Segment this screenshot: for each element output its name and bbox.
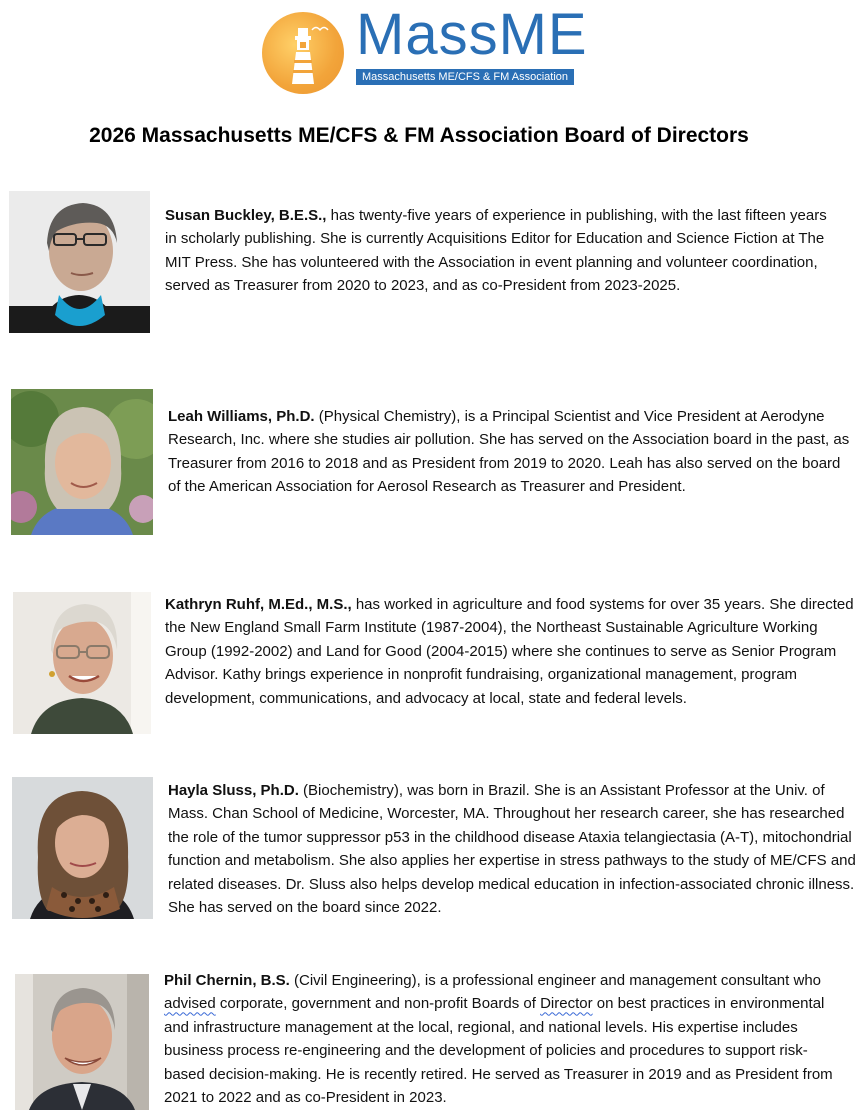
member-bio (168, 779, 856, 919)
member-bio-text: on best practices in environmental and infrastructure management at the local, regional, and national levels. His expertise includes business process re-engineering and the development of policies and procedures to support risk-based decision-making. He is recently retired. He served as Treasurer in 2019 and as President from 2021 to 2022 and as co-President in 2023. (164, 995, 833, 1107)
member-name: Susan Buckley, B.E.S., (165, 207, 327, 224)
spellcheck-word: advised (164, 995, 216, 1013)
member-name: Hayla Sluss, Ph.D. (168, 782, 299, 799)
logo-tagline: Massachusetts ME/CFS & FM Association (356, 69, 574, 85)
member-bio (165, 593, 855, 710)
massme-logo (262, 2, 588, 94)
member-bio-text: has worked in agriculture and food systems for over 35 years. She directed the New England Small Farm Institute (1987-2004), the Northeast Sustainable Agriculture Working Group (1992-2002) and Land for Good (2004-2015) where she continues to serve as Senior Program Advisor. Kathy brings experience in nonprofit fundraising, organizational management, program development, communications, and advocacy at local, state and federal levels. (165, 596, 854, 707)
member-name: Leah Williams, Ph.D. (168, 408, 315, 425)
portrait-photo (9, 191, 150, 333)
page-title: 2026 Massachusetts ME/CFS & FM Association Board of Directors (89, 124, 749, 147)
member-name: Phil Chernin, B.S. (164, 972, 290, 989)
member-bio (164, 969, 836, 1109)
member-bio (168, 405, 854, 499)
portrait-photo (13, 592, 151, 734)
member-bio-text: (Civil Engineering), is a professional engineer and management consultant who (289, 972, 821, 989)
member-bio-text: (Physical Chemistry), is a Principal Scientist and Vice President at Aerodyne Research, Inc. where she studies air pollution. She has served on the Association board in the past, as Treasurer from 2016 to 2018 and as President from 2019 to 2020. Leah has also served on the board of the American Association for Aerosol Research as Treasurer and President. (168, 408, 850, 496)
portrait-photo (12, 777, 153, 919)
member-bio-text: (Biochemistry), was born in Brazil. She is an Assistant Professor at the Univ. of Mass. Chan School of Medicine, Worcester, MA. Throughout her research career, she has researched the role of the tumor suppressor p53 in the childhood disease Ataxia telangiectasia (A-T), mitochondrial function and metabolism. She also applies her expertise in stress pathways to the study of ME/CFS and related diseases. Dr. Sluss also helps develop medical education in infection-associated chronic illness. She has served on the board since 2022. (168, 782, 856, 917)
member-bio-text: has twenty-five years of experience in publishing, with the last fifteen years in scholarly publishing. She is currently Acquisitions Editor for Education and Science Fiction at The MIT Press. She has volunteered with the Association in event planning and volunteer coordination, served as Treasurer from 2020 to 2023, and as co-President from 2023-2025. (165, 207, 827, 295)
logo-wordmark: MassME (356, 2, 588, 67)
portrait-photo (15, 974, 149, 1110)
member-bio-text: corporate, government and non-profit Boards of (215, 995, 541, 1013)
lighthouse-icon (289, 28, 317, 84)
gull-icon (310, 24, 336, 34)
portrait-photo (11, 389, 153, 535)
spellcheck-word: Director (540, 995, 593, 1013)
member-name: Kathryn Ruhf, M.Ed., M.S., (165, 596, 352, 613)
member-bio (165, 204, 837, 298)
